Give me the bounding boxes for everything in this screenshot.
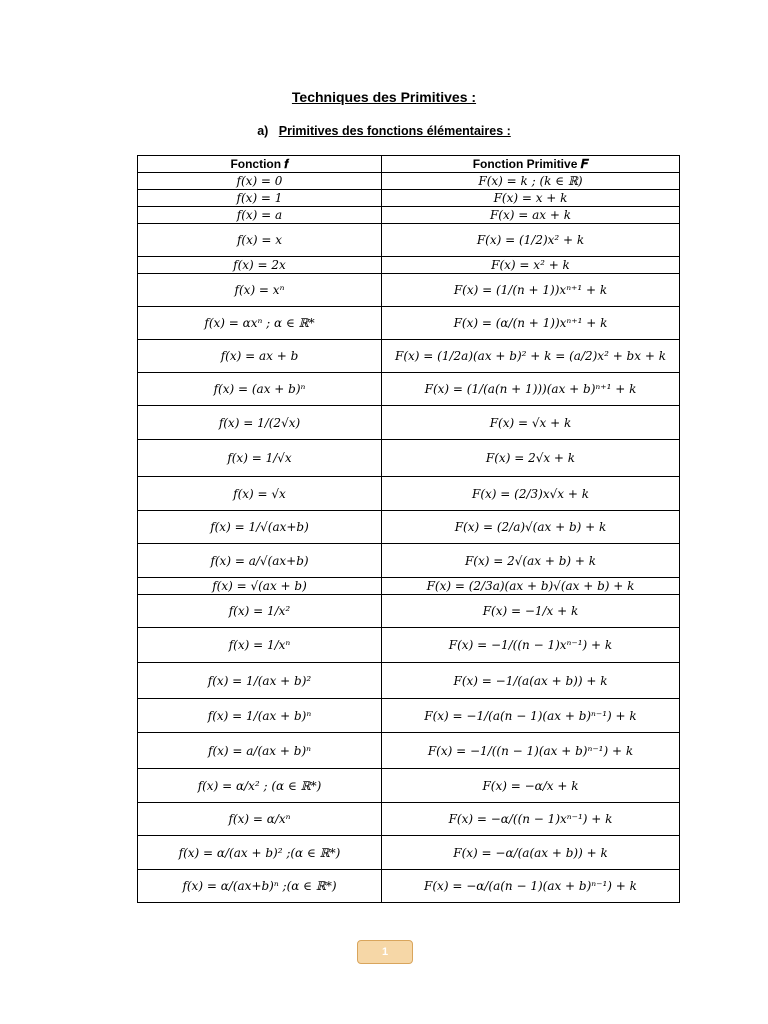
header-function: Fonction 𝒇: [138, 156, 382, 173]
primitive-cell: F(x) = 2√(ax + b) + k: [382, 544, 680, 578]
table-body: [138, 173, 680, 903]
function-cell: f(x) = α/xⁿ: [138, 803, 382, 836]
function-cell: f(x) = xⁿ: [138, 274, 382, 307]
primitive-cell: F(x) = x + k: [382, 190, 680, 207]
primitive-cell: F(x) = (1/2a)(ax + b)² + k = (a/2)x² + bx + k: [382, 340, 680, 373]
table-row: [138, 836, 680, 870]
primitive-cell: F(x) = −1/(a(n − 1)(ax + b)ⁿ⁻¹) + k: [382, 699, 680, 733]
primitive-cell: F(x) = (2/3)x√x + k: [382, 477, 680, 511]
table-row: [138, 595, 680, 628]
table-row: [138, 578, 680, 595]
function-cell: f(x) = 1/x²: [138, 595, 382, 628]
table-row: [138, 274, 680, 307]
table-row: [138, 733, 680, 769]
function-cell: f(x) = a/√(ax+b): [138, 544, 382, 578]
table-row: [138, 477, 680, 511]
table-row: [138, 373, 680, 406]
table-row: [138, 190, 680, 207]
primitive-cell: F(x) = (α/(n + 1))xⁿ⁺¹ + k: [382, 307, 680, 340]
function-cell: f(x) = 1/(ax + b)²: [138, 663, 382, 699]
table-row: [138, 511, 680, 544]
function-cell: f(x) = αxⁿ ; α ∈ ℝ*: [138, 307, 382, 340]
table-row: [138, 440, 680, 477]
primitive-cell: F(x) = ax + k: [382, 207, 680, 224]
function-cell: f(x) = α/(ax + b)² ;(α ∈ ℝ*): [138, 836, 382, 870]
page-title: Techniques des Primitives :: [291, 89, 477, 105]
table-row: [138, 207, 680, 224]
table-row: [138, 803, 680, 836]
table-row: [138, 544, 680, 578]
function-cell: f(x) = α/x² ; (α ∈ ℝ*): [138, 769, 382, 803]
section-heading-text: Primitives des fonctions élémentaires :: [278, 124, 511, 138]
table-header-row: [138, 156, 680, 173]
table-row: [138, 870, 680, 903]
table-row: [138, 257, 680, 274]
function-cell: f(x) = 1/√(ax+b): [138, 511, 382, 544]
table-row: [138, 224, 680, 257]
primitive-cell: F(x) = 2√x + k: [382, 440, 680, 477]
function-cell: f(x) = √(ax + b): [138, 578, 382, 595]
table-row: [138, 663, 680, 699]
primitive-cell: F(x) = (1/(a(n + 1)))(ax + b)ⁿ⁺¹ + k: [382, 373, 680, 406]
function-cell: f(x) = 0: [138, 173, 382, 190]
primitive-cell: F(x) = −1/x + k: [382, 595, 680, 628]
primitive-cell: F(x) = −α/x + k: [382, 769, 680, 803]
primitive-cell: F(x) = (1/(n + 1))xⁿ⁺¹ + k: [382, 274, 680, 307]
table-row: [138, 769, 680, 803]
primitive-cell: F(x) = −1/((n − 1)(ax + b)ⁿ⁻¹) + k: [382, 733, 680, 769]
function-cell: f(x) = 1/xⁿ: [138, 628, 382, 663]
primitive-cell: F(x) = −1/(a(ax + b)) + k: [382, 663, 680, 699]
primitive-cell: F(x) = (2/a)√(ax + b) + k: [382, 511, 680, 544]
primitive-cell: F(x) = √x + k: [382, 406, 680, 440]
primitive-cell: F(x) = (1/2)x² + k: [382, 224, 680, 257]
section-heading: [0, 124, 768, 138]
table-row: [138, 340, 680, 373]
function-cell: f(x) = ax + b: [138, 340, 382, 373]
function-cell: f(x) = √x: [138, 477, 382, 511]
primitive-cell: F(x) = −α/(a(n − 1)(ax + b)ⁿ⁻¹) + k: [382, 870, 680, 903]
table-row: [138, 406, 680, 440]
section-marker: a): [257, 124, 269, 138]
function-cell: f(x) = 1: [138, 190, 382, 207]
page-number: 1: [357, 940, 413, 964]
primitive-cell: F(x) = −1/((n − 1)xⁿ⁻¹) + k: [382, 628, 680, 663]
primitive-cell: F(x) = k ; (k ∈ ℝ): [382, 173, 680, 190]
header-primitive: Fonction Primitive 𝑭: [382, 156, 680, 173]
primitives-table: [137, 155, 680, 903]
function-cell: f(x) = α/(ax+b)ⁿ ;(α ∈ ℝ*): [138, 870, 382, 903]
function-cell: f(x) = a: [138, 207, 382, 224]
primitive-cell: F(x) = (2/3a)(ax + b)√(ax + b) + k: [382, 578, 680, 595]
table-row: [138, 173, 680, 190]
function-cell: f(x) = (ax + b)ⁿ: [138, 373, 382, 406]
table-row: [138, 628, 680, 663]
function-cell: f(x) = 1/(ax + b)ⁿ: [138, 699, 382, 733]
primitive-cell: F(x) = −α/((n − 1)xⁿ⁻¹) + k: [382, 803, 680, 836]
function-cell: f(x) = 1/√x: [138, 440, 382, 477]
table-row: [138, 699, 680, 733]
function-cell: f(x) = 1/(2√x): [138, 406, 382, 440]
primitive-cell: F(x) = −α/(a(ax + b)) + k: [382, 836, 680, 870]
function-cell: f(x) = x: [138, 224, 382, 257]
primitive-cell: F(x) = x² + k: [382, 257, 680, 274]
function-cell: f(x) = 2x: [138, 257, 382, 274]
function-cell: f(x) = a/(ax + b)ⁿ: [138, 733, 382, 769]
table-row: [138, 307, 680, 340]
